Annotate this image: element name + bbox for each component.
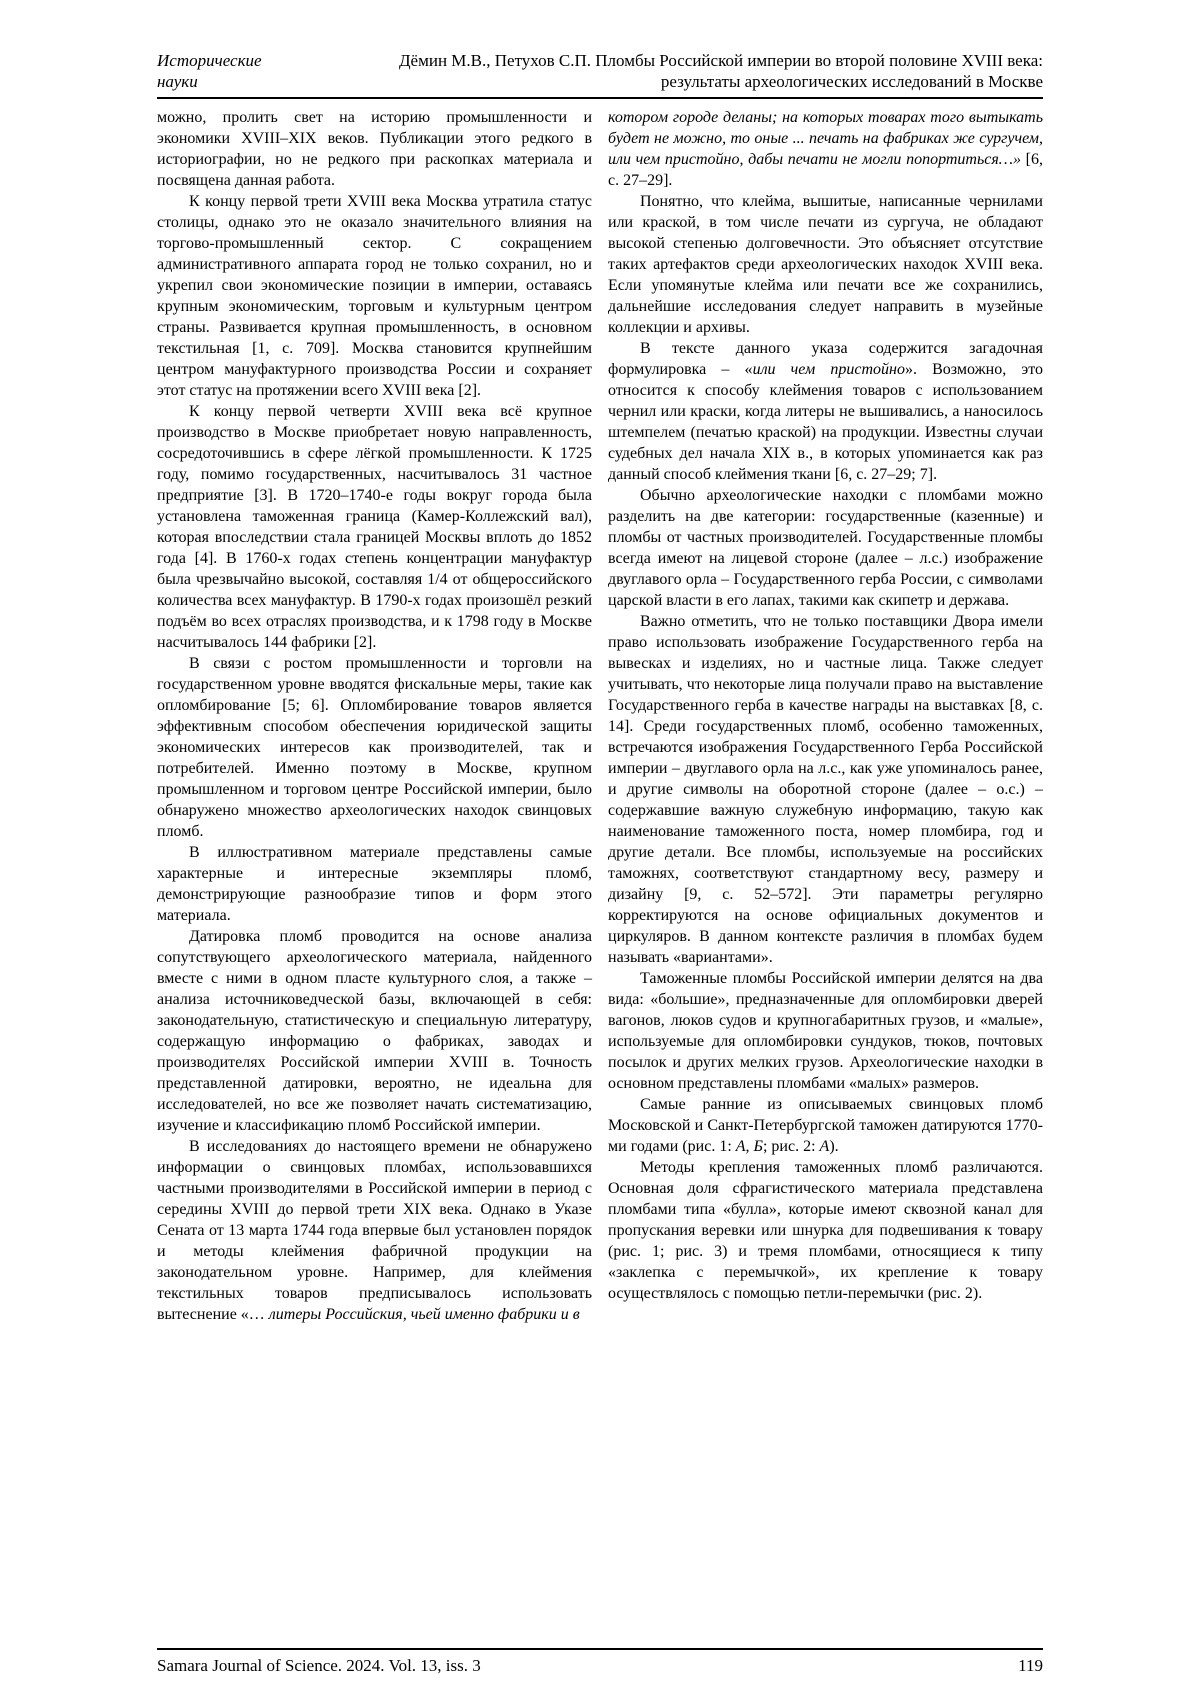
- footer-page-number: 119: [1018, 1656, 1043, 1675]
- left-column: [157, 107, 592, 1648]
- paragraph: Обычно археологические находки с пломбами можно разделить на две категории: государственные (казенные) и пломбы от частных производителей. Государственные пломбы всегда имеют на лицевой стороне (далее – л.с.) изображение двуглавого орла – Государственного герба России, с символами царской власти в его лапах, такими как скипетр и держава.: [608, 487, 1043, 609]
- running-head-title: Дёмин М.В., Петухов С.П. Пломбы Российской империи во второй половине XVIII века: результаты археологических исследований в Москве: [398, 51, 1043, 91]
- paragraph: В связи с ростом промышленности и торговли на государственном уровне вводятся фискальные меры, такие как опломбирование [5; 6]. Опломбирование товаров является эффективным способом обеспечения юридической защиты экономических интересов как производителей, так и потребителей. Именно поэтому в Москве, крупном промышленном и торговом центре Российской империи, было обнаружено множество археологических находок свинцовых пломб.: [157, 655, 592, 840]
- footer-journal: Samara Journal of Science. 2024. Vol. 13, iss. 3: [157, 1656, 481, 1675]
- article-body: [157, 99, 1043, 1648]
- paragraph: К концу первой четверти XVIII века всё крупное производство в Москве приобретает новую направленность, сосредоточившись в сфере лёгкой промышленности. К 1725 году, помимо государственных, насчитывалось 31 частное предприятие [3]. В 1720–1740-е годы вокруг города была установлена таможенная граница (Камер-Коллежский вал), которая впоследствии стала границей Москвы вплоть до 1852 года [4]. В 1760-х годах степень концентрации мануфактур была чрезвычайно высокой, составляя 1/4 от общероссийского количества всех мануфактур. В 1790-х годах произошёл резкий подъём во всех отраслях производства, и к 1798 году в Москве насчитывалось 144 фабрики [2].: [157, 403, 592, 651]
- running-head-section: Исторические науки: [157, 51, 262, 91]
- footer: [157, 1653, 1043, 1677]
- paragraph: можно, пролить свет на историю промышленности и экономики XVIII–XIX веков. Публикации этого редкого в историографии, но не редкого при раскопках материала и посвящена данная работа.: [157, 109, 592, 189]
- paragraph: Таможенные пломбы Российской империи делятся на два вида: «большие», предназначенные для опломбировки дверей вагонов, люков судов и крупногабаритных грузов, и «малые», используемые для опломбировки сундуков, тюков, почтовых посылок и других мелких грузов. Археологические находки в основном представлены пломбами «малых» размеров.: [608, 970, 1043, 1092]
- paragraph: К концу первой трети XVIII века Москва утратила статус столицы, однако это не оказало значительного влияния на торгово-промышленный сектор. С сокращением административного аппарата город не только сохранил, но и укрепил свои экономические позиции в империи, оставаясь крупным экономическим, торговым и культурным центром страны. Развивается крупная промышленность, в основном текстильная [1, с. 709]. Москва становится крупнейшим центром мануфактурного производства России и сохраняет этот статус на протяжении всего XVIII века [2].: [157, 193, 592, 399]
- paragraph: В тексте данного указа содержится загадочная формулировка – «или чем пристойно». Возможно, это относится к способу клеймения товаров с использованием чернил или краски, когда литеры не вышивались, а наносилось штемпелем (печатью краской) на продукции. Известны случаи судебных дел начала XIX в., в которых упоминается как раз данный способ клеймения ткани [6, с. 27–29; 7].: [608, 340, 1043, 483]
- paragraph: Понятно, что клейма, вышитые, написанные чернилами или краской, в том числе печати из сургуча, не обладают высокой степенью долговечности. Это объясняет отсутствие таких артефактов среди археологических находок XVIII века. Если упомянутые клейма или печати все же сохранились, дальнейшие исследования следует направить в музейные коллекции и архивы.: [608, 193, 1043, 336]
- paragraph: В исследованиях до настоящего времени не обнаружено информации о свинцовых пломбах, использовавшихся частными производителями в Российской империи в период с середины XVIII до первой трети XIX века. Однако в Указе Сената от 13 марта 1744 года впервые был установлен порядок и методы клеймения фабричной продукции на законодательном уровне. Например, для клеймения текстильных товаров предписывалось использовать вытеснение «… литеры Российския, чьей именно фабрики и в: [157, 1138, 592, 1323]
- paragraph: Самые ранние из описываемых свинцовых пломб Московской и Санкт-Петербургской таможен датируются 1770-ми годами (рис. 1: А, Б; рис. 2: А).: [608, 1096, 1043, 1155]
- paragraph: котором городе деланы; на которых товарах того вытыкать будет не можно, то оные ... печать на фабриках же сургучем, или чем пристойно, дабы печати не могли попортиться…» [6, с. 27–29].: [608, 109, 1043, 189]
- paragraph: В иллюстративном материале представлены самые характерные и интересные экземпляры пломб, демонстрирующие разнообразие типов и форм этого материала.: [157, 844, 592, 924]
- right-column: [608, 107, 1043, 1648]
- paragraph: Методы крепления таможенных пломб различаются. Основная доля сфрагистического материала представлена пломбами типа «булла», которые имеют сквозной канал для пропускания веревки или шнурка для подвешивания к товару (рис. 1; рис. 3) и тремя пломбами, относящиеся к типу «заклепка с перемычкой», их крепление к товару осуществлялось с помощью петли-перемычки (рис. 2).: [608, 1159, 1043, 1302]
- footer-rule: [157, 1648, 1043, 1650]
- running-head: [157, 50, 1043, 92]
- paragraph: Датировка пломб проводится на основе анализа сопутствующего археологического материала, найденного вместе с ними в одном пласте культурного слоя, а также – анализа источниковедческой базы, включающей в себя: законодательную, статистическую и специальную литературу, содержащую информацию о фабриках, заводах и производителях Российской империи XVIII в. Точность представленной датировки, вероятно, не идеальна для исследователей, но все же позволяет начать систематизацию, изучение и классификацию пломб Российской империи.: [157, 928, 592, 1134]
- paragraph: Важно отметить, что не только поставщики Двора имели право использовать изображение Государственного герба на вывесках и изделиях, но и частные лица. Также следует учитывать, что некоторые лица получали право на выставление Государственного герба в качестве награды на выставках [8, с. 14]. Среди государственных пломб, особенно таможенных, встречаются изображения Государственного Герба Российской империи – двуглавого орла на л.с., как уже упоминалось ранее, и другие символы на оборотной стороне (далее – о.с.) – содержавшие важную служебную информацию, такую как наименование таможенного поста, номер пломбира, год и другие детали. Все пломбы, используемые на российских таможнях, соответствуют стандартному весу, размеру и дизайну [9, с. 52–572]. Эти параметры регулярно корректируются на основе официальных документов и циркуляров. В данном контексте различия в пломбах будем называть «вариантами».: [608, 613, 1043, 966]
